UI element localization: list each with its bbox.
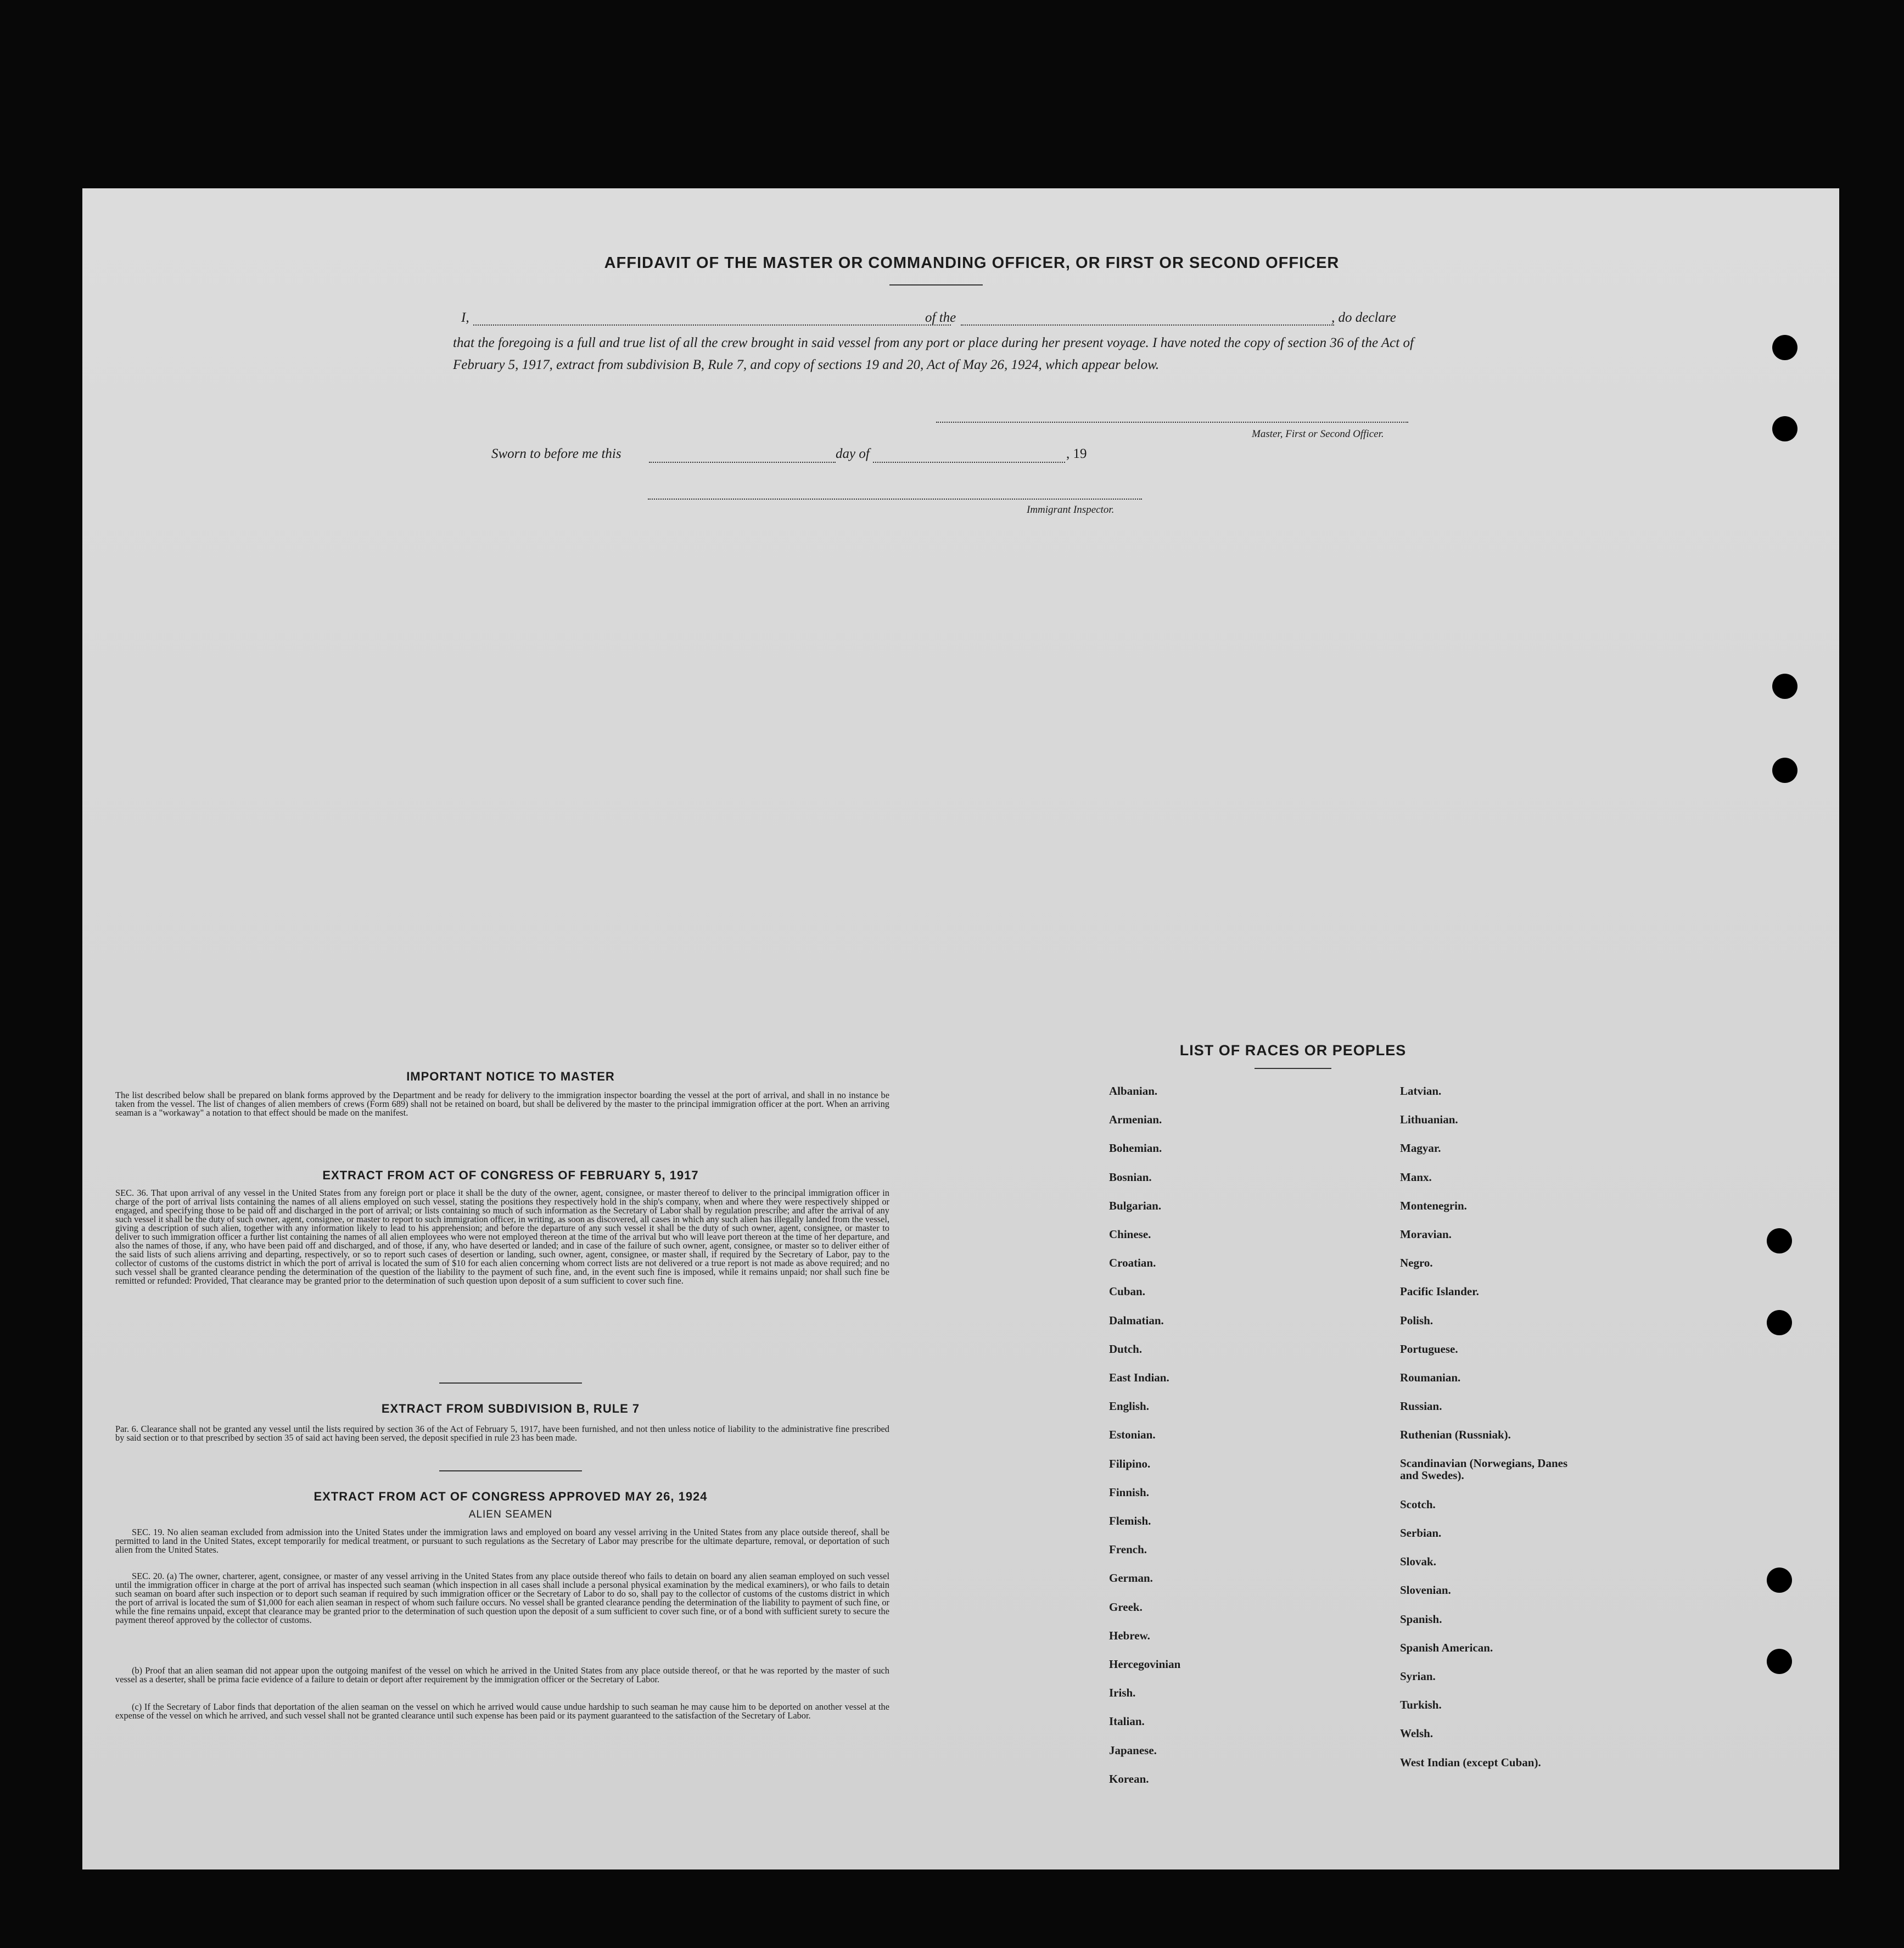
race-item: Montenegrin. bbox=[1400, 1199, 1467, 1212]
race-item: Portuguese. bbox=[1400, 1342, 1458, 1356]
race-item: Estonian. bbox=[1109, 1428, 1156, 1441]
race-item: Manx. bbox=[1400, 1171, 1432, 1184]
day-of-label: day of bbox=[836, 446, 870, 461]
race-item: Chinese. bbox=[1109, 1228, 1151, 1241]
race-item: Bulgarian. bbox=[1109, 1199, 1162, 1212]
binder-hole bbox=[1772, 758, 1797, 783]
race-item: German. bbox=[1109, 1571, 1153, 1585]
races-title-rule bbox=[1255, 1068, 1331, 1069]
race-item: Irish. bbox=[1109, 1686, 1136, 1699]
extract-1917-text: SEC. 36. That upon arrival of any vessel in the United States from any foreign port or place it shall be the duty of the owner, agent, consignee, or master thereof to deliver to the principal immigration officer in charge of the port of arrival lists containing the names of all aliens employed on such vessel, stating the positions they respectively hold in the ship's company, when and where they were respectively shipped or engaged, and specifying those to be paid off and discharged in the port of arrival; or lists containing so much of such information as the Secretary of Labor shall by regulation prescribe; and after the arrival of any such vessel it shall be the duty of such owner, agent, consignee, or master to report to such immigration officer, in writing, as soon as discovered, all cases in which any such alien has illegally landed from the vessel, giving a description of such alien, together with any information likely to lead to his apprehension; and before the departure of any such vessel it shall be the duty of such owner, agent, consignee, or master to deliver to such immigration officer a further list containing the names of all alien employees who were not employed thereon at the time of the arrival but who will leave port thereon at the time of her departure, and also the names of those, if any, who have been paid off and discharged, and of those, if any, who have deserted or landed; and in case of the failure of such owner, agent, consignee, or master so to deliver either of the said lists of such aliens arriving and departing, respectively, or so to report such cases of desertion or landing, such owner, agent, consignee, or master shall, if required by the Secretary of Labor, pay to the collector of customs of the customs district in which the port of arrival is located the sum of $10 for each alien concerning whom correct lists are not delivered or a true report is not made as above required; and no such vessel shall be granted clearance pending the determination of the question of the liability to the payment of such fine, and, in the event such fine is imposed, while it remains unpaid; nor shall such fine be remitted or refunded: Provided, That clearance may be granted prior to the determination of such question upon deposit of a sum sufficient to cover such fine. bbox=[115, 1188, 889, 1286]
year-label: , 19 bbox=[1066, 446, 1087, 461]
race-item: English. bbox=[1109, 1400, 1149, 1413]
race-item: Spanish American. bbox=[1400, 1641, 1493, 1654]
race-item: Hercegovinian bbox=[1109, 1658, 1181, 1671]
race-item: Pacific Islander. bbox=[1400, 1285, 1479, 1298]
sec20a-text: SEC. 20. (a) The owner, charterer, agent, consignee, or master of any vessel arriving in the United States from any place outside thereof who fails to detain on board any alien seaman employed on such vessel until the immigration officer in charge at the port of arrival has inspected such seaman (which inspection in all cases shall include a personal physical examination by the medical examiners), or who fails to detain such seaman on board after such inspection or to deport such seaman if required by such immigration officer or the Secretary of Labor to do so, shall pay to the collector of customs of the customs district in which the port of arrival is located the sum of $1,000 for each alien seaman in respect of whom such failure occurs. No vessel shall be granted clearance pending the determination of the liability to payment of such fine, or while the fine remains unpaid, except that clearance may be granted prior to the determination of such question upon the deposit of a sum sufficient to cover such fine, or of a bond with sufficient surety to secure the payment thereof approved by the collector of customs. bbox=[115, 1571, 889, 1625]
subdivision-text: Par. 6. Clearance shall not be granted any vessel until the lists required by section 36 of the Act of February 5, 1917, have been furnished, and not then unless notice of liability to the administrative fine prescribed by said section or to that prescribed by section 35 of said act having been served, the deposit specified in rule 23 has been made. bbox=[115, 1424, 889, 1443]
binder-hole bbox=[1772, 335, 1797, 360]
binder-hole bbox=[1772, 674, 1797, 699]
binder-hole bbox=[1767, 1649, 1792, 1674]
affidavit-title: AFFIDAVIT OF THE MASTER OR COMMANDING OFFICER, OR FIRST OR SECOND OFFICER bbox=[604, 254, 1340, 272]
title-rule bbox=[889, 284, 983, 286]
race-item: Welsh. bbox=[1400, 1727, 1433, 1740]
sworn-label: Sworn to before me this bbox=[491, 446, 621, 461]
sec20b-text: (b) Proof that an alien seaman did not appear upon the outgoing manifest of the vessel on which he arrived in the United States from any place outside thereof, or that he was reported by the master of such vessel as a deserter, shall be prima facie evidence of a failure to detain or deport after requirement by the immigration officer or the Secretary of Labor. bbox=[115, 1665, 889, 1684]
extract-1924-title: EXTRACT FROM ACT OF CONGRESS APPROVED MAY 26, 1924 bbox=[313, 1490, 708, 1503]
race-item: Negro. bbox=[1400, 1256, 1433, 1269]
race-item: Hebrew. bbox=[1109, 1629, 1150, 1642]
master-label: Master, First or Second Officer. bbox=[1252, 428, 1384, 440]
race-item: Flemish. bbox=[1109, 1514, 1151, 1527]
race-item: Magyar. bbox=[1400, 1141, 1441, 1155]
do-declare-label: , do declare bbox=[1331, 310, 1396, 325]
extract-1917-title: EXTRACT FROM ACT OF CONGRESS OF FEBRUARY 5, 1917 bbox=[322, 1168, 699, 1182]
binder-hole bbox=[1772, 416, 1797, 441]
sworn-month-blank[interactable] bbox=[873, 462, 1065, 463]
subdivision-title: EXTRACT FROM SUBDIVISION B, RULE 7 bbox=[381, 1402, 640, 1415]
notice-title: IMPORTANT NOTICE TO MASTER bbox=[406, 1070, 615, 1083]
race-item: Bosnian. bbox=[1109, 1171, 1152, 1184]
race-item: Greek. bbox=[1109, 1600, 1143, 1614]
race-item: Filipino. bbox=[1109, 1457, 1151, 1470]
race-item: Serbian. bbox=[1400, 1526, 1442, 1540]
binder-hole bbox=[1767, 1228, 1792, 1253]
race-item: Italian. bbox=[1109, 1715, 1145, 1728]
race-item: Turkish. bbox=[1400, 1698, 1442, 1711]
race-item: Lithuanian. bbox=[1400, 1113, 1458, 1126]
race-item: Russian. bbox=[1400, 1400, 1442, 1413]
race-item: Croatian. bbox=[1109, 1256, 1156, 1269]
sec20c-text: (c) If the Secretary of Labor finds that deportation of the alien seaman on the vessel on which he arrived would cause undue hardship to such seaman he may cause him to be deported on another vessel at the expense of the vessel on which he arrived, and such vessel shall not be granted clearance until such expense has been paid or its payment guaranteed to the satisfaction of the Secretary of Labor. bbox=[115, 1701, 889, 1721]
race-item: Dalmatian. bbox=[1109, 1314, 1164, 1327]
of-the-label: of the bbox=[925, 310, 956, 325]
race-item: Cuban. bbox=[1109, 1285, 1145, 1298]
vessel-blank[interactable] bbox=[961, 324, 1334, 326]
sworn-day-blank[interactable] bbox=[649, 462, 836, 463]
section-divider bbox=[439, 1470, 582, 1471]
inspector-label: Immigrant Inspector. bbox=[1027, 504, 1115, 516]
name-blank[interactable] bbox=[473, 324, 951, 326]
race-item: Armenian. bbox=[1109, 1113, 1162, 1126]
race-item: Dutch. bbox=[1109, 1342, 1143, 1356]
race-item: Slovenian. bbox=[1400, 1583, 1451, 1597]
alien-seamen-subtitle: ALIEN SEAMEN bbox=[468, 1509, 553, 1520]
affidavit-i-label: I, bbox=[461, 310, 469, 325]
race-item: Finnish. bbox=[1109, 1486, 1149, 1499]
master-signature-line[interactable] bbox=[936, 422, 1408, 423]
race-item: East Indian. bbox=[1109, 1371, 1169, 1384]
race-item: Bohemian. bbox=[1109, 1141, 1162, 1155]
race-item: West Indian (except Cuban). bbox=[1400, 1756, 1541, 1769]
race-item: Latvian. bbox=[1400, 1084, 1442, 1098]
notice-text: The list described below shall be prepared on blank forms approved by the Department and be ready for delivery to the immigration inspector boarding the vessel at the port of arrival, and shall in no instance be taken from the vessel. The list of changes of alien members of crews (Form 689) shall not be retained on board, but shall be delivered by the master to the principal immigration officer at the port. When an arriving seaman is a "workaway" a notation to that effect should be made on the manifest. bbox=[115, 1090, 889, 1118]
inspector-signature-line[interactable] bbox=[648, 499, 1142, 500]
document-page bbox=[82, 188, 1839, 1869]
race-item: Spanish. bbox=[1400, 1613, 1442, 1626]
sec19-text: SEC. 19. No alien seaman excluded from admission into the United States under the immigration laws and employed on board any vessel arriving in the United States from any place outside thereof, shall be permitted to land in the United States, except temporarily for medical treatment, or pursuant to such regulations as the Secretary of Labor may prescribe for the ultimate departure, removal, or deportation of such alien from the United States. bbox=[115, 1527, 889, 1555]
binder-hole bbox=[1767, 1568, 1792, 1593]
race-item: Scandinavian (Norwegians, Danes and Swedes). bbox=[1400, 1457, 1568, 1482]
binder-hole bbox=[1767, 1310, 1792, 1335]
race-item: Polish. bbox=[1400, 1314, 1433, 1327]
race-item: Roumanian. bbox=[1400, 1371, 1461, 1384]
race-item: French. bbox=[1109, 1543, 1147, 1556]
race-item: Syrian. bbox=[1400, 1670, 1436, 1683]
declaration-text: that the foregoing is a full and true list of all the crew brought in said vessel from any port or place during her present voyage. I have noted the copy of section 36 of the Act of February 5, 1917, extract from subdivision B, Rule 7, and copy of sections 19 and 20, Act of May 26, 1924, which appear below. bbox=[453, 335, 1414, 372]
race-item: Slovak. bbox=[1400, 1555, 1436, 1568]
race-item: Scotch. bbox=[1400, 1498, 1436, 1511]
race-item: Ruthenian (Russniak). bbox=[1400, 1428, 1511, 1441]
section-divider bbox=[439, 1382, 582, 1384]
race-item: Korean. bbox=[1109, 1772, 1149, 1785]
race-item: Japanese. bbox=[1109, 1744, 1157, 1757]
race-item: Albanian. bbox=[1109, 1084, 1158, 1098]
race-item: Moravian. bbox=[1400, 1228, 1452, 1241]
races-title: LIST OF RACES OR PEOPLES bbox=[1179, 1042, 1407, 1059]
